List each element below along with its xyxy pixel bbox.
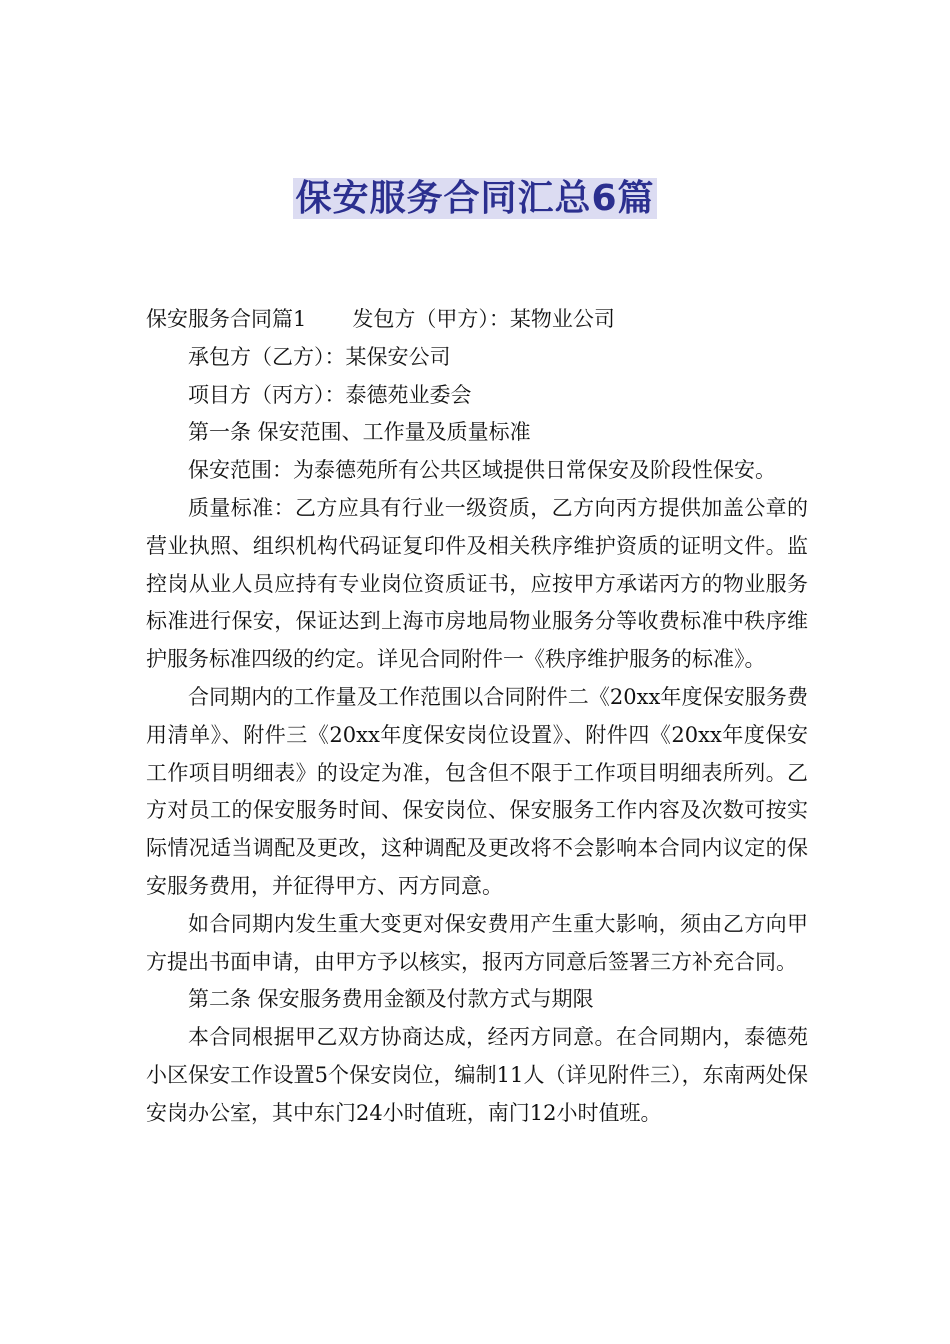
article-one-heading: 第一条 保安范围、工作量及质量标准 <box>188 420 531 445</box>
heading-line <box>146 301 808 339</box>
article-two-heading: 第二条 保安服务费用金额及付款方式与期限 <box>188 987 594 1012</box>
paragraph-fee-agreement: 本合同根据甲乙双方协商达成，经丙方同意。在合同期内，泰德苑小区保安工作设置5个保安岗位，编制11人（详见附件三），东南两处保安岗办公室，其中东门24小时值班，南门12小时值班。 <box>146 1025 808 1125</box>
paragraph-workload-scope: 合同期内的工作量及工作范围以合同附件二《20xx年度保安服务费用清单》、附件三《20xx年度保安岗位设置》、附件四《20xx年度保安工作项目明细表》的设定为准，包含但不限于工作项目明细表所列。乙方对员工的保安服务时间、保安岗位、保安服务工作内容及次数可按实际情况适当调配及更改，这种调配及更改将不会影响本合同内议定的保安服务费用，并征得甲方、丙方同意。 <box>146 684 808 898</box>
party-b-line: 承包方（乙方）：某保安公司 <box>188 344 451 369</box>
party-a-line: 发包方（甲方）：某物业公司 <box>352 307 615 331</box>
document-body <box>146 301 808 1133</box>
paragraph-major-change: 如合同期内发生重大变更对保安费用产生重大影响，须由乙方向甲方提出书面申请，由甲方予以核实，报丙方同意后签署三方补充合同。 <box>146 911 808 974</box>
party-c-line: 项目方（丙方）：泰德苑业委会 <box>188 382 472 407</box>
contract-section-label: 保安服务合同篇1 <box>146 307 307 331</box>
paragraph-quality-standard: 质量标准：乙方应具有行业一级资质，乙方向丙方提供加盖公章的营业执照、组织机构代码证复印件及相关秩序维护资质的证明文件。监控岗从业人员应持有专业岗位资质证书，应按甲方承诺丙方的物业服务标准进行保安，保证达到上海市房地局物业服务分等收费标准中秩序维护服务标准四级的约定。详见合同附件一《秩序维护服务的标准》。 <box>146 495 808 672</box>
paragraph-security-scope: 保安范围：为泰德苑所有公共区域提供日常保安及阶段性保安。 <box>188 458 776 483</box>
document-title <box>0 173 950 225</box>
document-title-text: 保安服务合同汇总6篇 <box>295 178 655 219</box>
